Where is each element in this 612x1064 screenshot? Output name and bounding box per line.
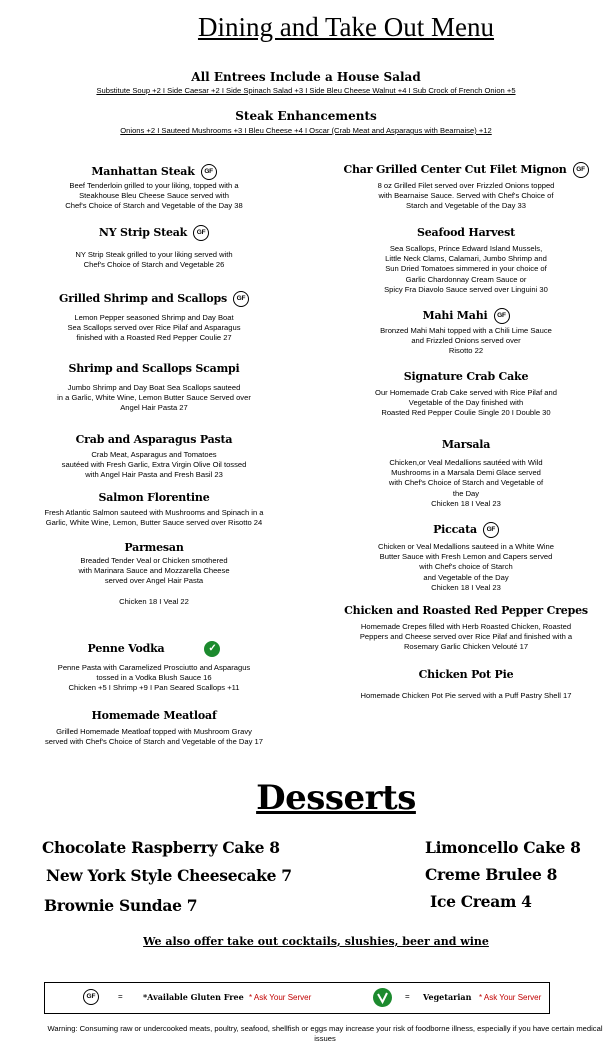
desserts-heading: Desserts	[256, 778, 416, 818]
legend-veg-text: Vegetarian	[423, 992, 472, 1002]
menu-item-description	[14, 508, 294, 528]
description-line: Mushrooms in a Marsala Demi Glace served	[391, 468, 541, 478]
menu-item-name: Marsala	[441, 438, 491, 451]
description-line: served over Angel Hair Pasta	[104, 576, 204, 586]
menu-item-name: Grilled Shrimp and Scallops	[59, 292, 227, 305]
legend-equals-2: =	[405, 992, 410, 1001]
description-line: Garlic, White Wine, Lemon, Butter Sauce served over Risotto 24	[45, 518, 263, 528]
menu-item-name: Signature Crab Cake	[403, 370, 529, 383]
description-line: sautéed with Fresh Garlic, Extra Virgin Olive Oil tossed	[61, 460, 247, 470]
description-line: Beef Tenderloin grilled to your liking, topped with a	[69, 181, 239, 190]
description-line: Chicken or Veal Medallions sauteed in a White Wine	[377, 542, 554, 551]
description-line: NY Strip Steak grilled to your liking served with	[75, 250, 233, 259]
description-line: Little Neck Clams, Calamari, Jumbo Shrimp and	[385, 254, 547, 264]
menu-item-name: Manhattan Steak	[91, 165, 195, 178]
description-line: Penne Pasta with Caramelized Prosciutto and Asparagus	[57, 663, 251, 672]
menu-item-description	[14, 450, 294, 481]
description-line: Homemade Crepes filled with Herb Roasted Chicken, Roasted	[360, 622, 572, 631]
menu-item-description	[14, 727, 294, 747]
menu-item-name: Penne Vodka	[87, 642, 165, 655]
description-line: Roasted Red Pepper Coulie Single 20 I Double 30	[381, 408, 551, 418]
description-line: Crab Meat, Asparagus and Tomatoes	[91, 450, 217, 459]
description-line: Chef's Choice of Starch and Vegetable of the Day 38	[65, 201, 243, 211]
takeout-note: We also offer take out cocktails, slushies, beer and wine	[143, 935, 489, 948]
gluten-free-icon: GF	[201, 164, 217, 180]
description-line: Sun Dried Tomatoes simmered in your choice of	[385, 264, 547, 274]
description-line: Angel Hair Pasta 27	[120, 403, 188, 413]
leaf-icon: ✓	[204, 641, 220, 657]
dessert-item: Ice Cream 4	[430, 892, 532, 911]
menu-item-description	[14, 181, 294, 212]
gluten-free-icon: GF	[483, 522, 499, 538]
legend-gf-text: *Available Gluten Free	[143, 992, 244, 1002]
description-line: with Chef's Choice of Starch and Vegetable of	[388, 478, 544, 488]
menu-item-name: Char Grilled Center Cut Filet Mignon	[343, 163, 567, 176]
menu-item-description	[320, 691, 612, 701]
leaf-icon	[373, 988, 392, 1007]
gluten-free-icon: GF	[573, 162, 589, 178]
description-line: tossed in a Vodka Blush Sauce 16	[96, 673, 212, 683]
description-line: Starch and Vegetable of the Day 33	[406, 201, 526, 211]
menu-item-description	[14, 663, 294, 694]
dessert-item: New York Style Cheesecake 7	[46, 866, 292, 885]
menu-item-name: Chicken and Roasted Red Pepper Crepes	[344, 604, 588, 617]
gluten-free-icon: GF	[83, 989, 99, 1005]
description-line: Chicken,or Veal Medallions sautéed with Wild	[389, 458, 543, 467]
description-line: Sea Scallops served over Rice Pilaf and Asparagus	[67, 323, 241, 333]
legend-box	[44, 982, 550, 1014]
description-line: and Vegetable of the Day	[423, 572, 509, 582]
description-line: Spicy Fra Diavolo Sauce served over Linguini 30	[384, 284, 548, 294]
description-line: Chicken 18 I Veal 23	[431, 582, 501, 592]
description-line: Breaded Tender Veal or Chicken smothered	[80, 556, 228, 565]
legend-ask-server: * Ask Your Server	[249, 993, 312, 1002]
description-line: Chicken 18 I Veal 23	[431, 498, 501, 508]
menu-item-name: Mahi Mahi	[422, 309, 488, 322]
legend-ask-server-2: * Ask Your Server	[479, 993, 542, 1002]
description-line: Our Homemade Crab Cake served with Rice Pilaf and	[375, 388, 557, 397]
menu-item-description	[14, 383, 294, 414]
menu-item-description	[320, 622, 612, 653]
description-line: 8 oz Grilled Filet served over Frizzled Onions topped	[377, 181, 555, 190]
menu-item-description	[320, 326, 612, 357]
gluten-free-icon: GF	[193, 225, 209, 241]
menu-item-description	[320, 542, 612, 593]
description-line: Bronzed Mahi Mahi topped with a Chili Lime Sauce	[380, 326, 552, 335]
description-line: Chicken +5 I Shrimp +9 I Pan Seared Scallops +11	[68, 683, 240, 693]
description-line: with Marinara Sauce and Mozzarella Cheese	[78, 566, 230, 576]
steak-enh-heading: Steak Enhancements	[235, 109, 377, 123]
menu-item-name: Salmon Florentine	[98, 491, 210, 504]
description-line: Risotto 22	[448, 346, 484, 356]
menu-item-description	[320, 244, 612, 295]
description-line: Jumbo Shrimp and Day Boat Sea Scallops sauteed	[67, 383, 241, 392]
entrees-subs: Substitute Soup +2 I Side Caesar +2 I Side Spinach Salad +3 I Side Bleu Cheese Walnut +4 I Sub Crock of French Onion +5	[96, 86, 516, 95]
steak-enh-line: Onions +2 I Sauteed Mushrooms +3 I Bleu Cheese +4 I Oscar (Crab Meat and Asparagus with Bearnaise) +12	[120, 126, 492, 135]
description-line: in a Garlic, White Wine, Lemon Butter Sauce Served over	[57, 393, 251, 403]
menu-item-description	[320, 181, 612, 212]
menu-item-description	[14, 250, 294, 270]
menu-item-name: Chicken Pot Pie	[418, 668, 514, 681]
description-line: Chef's Choice of Starch and Vegetable 26	[83, 260, 225, 270]
description-line: with Bearnaise Sauce. Served with Chef's Choice of	[378, 191, 554, 201]
description-line: with Chef's choice of Starch	[419, 562, 513, 572]
description-line: Fresh Atlantic Salmon sauteed with Mushrooms and Spinach in a	[44, 508, 264, 517]
description-line: with Angel Hair Pasta and Fresh Basil 23	[85, 470, 223, 480]
description-line: Lemon Pepper seasoned Shrimp and Day Boat	[74, 313, 234, 322]
description-line: and Frizzled Onions served over	[411, 336, 521, 346]
legend-equals: =	[118, 992, 123, 1001]
dessert-item: Creme Brulee 8	[425, 865, 558, 884]
menu-item-name: Piccata	[433, 523, 477, 536]
menu-item-description	[14, 313, 294, 344]
dessert-item: Chocolate Raspberry Cake 8	[42, 838, 280, 857]
description-line: Vegetable of the Day finished with	[408, 398, 524, 408]
description-line: Peppers and Cheese served over Rice Pilaf and finished with a	[359, 632, 573, 642]
menu-item-name: Shrimp and Scallops Scampi	[68, 362, 240, 375]
description-line	[14, 587, 294, 597]
description-line: Rosemary Garlic Chicken Velouté 17	[403, 642, 529, 652]
menu-item-name: Homemade Meatloaf	[91, 709, 217, 722]
menu-item-description	[14, 556, 294, 607]
menu-item-name: Parmesan	[124, 541, 184, 554]
food-warning: Warning: Consuming raw or undercooked meats, poultry, seafood, shellfish or eggs may increase your risk of foodborne illness, especially if you have certain medical issues	[47, 1024, 603, 1043]
description-line: Steakhouse Bleu Cheese Sauce served with	[79, 191, 229, 201]
menu-item-description	[320, 458, 612, 509]
menu-item-name: NY Strip Steak	[98, 226, 188, 239]
description-line: finished with a Roasted Red Pepper Coulie 27	[76, 333, 232, 343]
description-line: Garlic Chardonnay Cream Sauce or	[405, 274, 527, 284]
gluten-free-icon: GF	[494, 308, 510, 324]
description-line: Homemade Chicken Pot Pie served with a Puff Pastry Shell 17	[360, 691, 572, 700]
gluten-free-icon: GF	[233, 291, 249, 307]
description-line: the Day	[452, 488, 480, 498]
entrees-heading: All Entrees Include a House Salad	[191, 70, 421, 84]
description-line: Grilled Homemade Meatloaf topped with Mushroom Gravy	[56, 727, 252, 736]
description-line: Butter Sauce with Fresh Lemon and Capers served	[379, 552, 553, 562]
page-title: Dining and Take Out Menu	[197, 12, 495, 42]
dessert-item: Limoncello Cake 8	[425, 838, 581, 857]
menu-item-name: Crab and Asparagus Pasta	[75, 433, 233, 446]
description-line: served with Chef's Choice of Starch and Vegetable of the Day 17	[44, 737, 263, 747]
description-line: Sea Scallops, Prince Edward Island Mussels,	[389, 244, 543, 253]
menu-item-description	[320, 388, 612, 419]
dessert-item: Brownie Sundae 7	[44, 896, 198, 915]
menu-item-name: Seafood Harvest	[417, 226, 515, 239]
description-line: Chicken 18 I Veal 22	[119, 596, 189, 606]
